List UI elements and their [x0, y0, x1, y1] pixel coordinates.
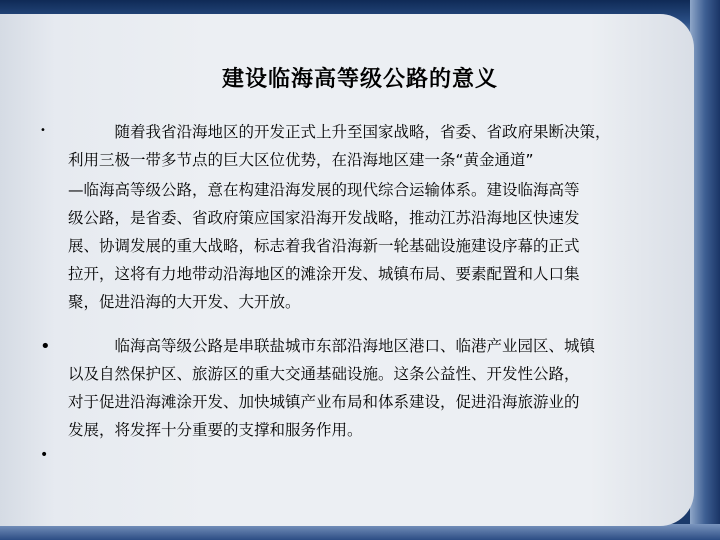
- paragraph-line: 临海高等级公路是串联盐城市东部沿海地区港口、临港产业园区、城镇: [68, 337, 596, 355]
- paragraph-line: 聚，促进沿海的大开发、大开放。: [68, 293, 301, 311]
- paragraph-line: 利用三极一带多节点的巨大区位优势，在沿海地区建一条“黄金通道”: [68, 151, 534, 169]
- paragraph-2: [68, 176, 580, 316]
- paragraph-line: 级公路，是省委、省政府策应国家沿海开发战略，推动江苏沿海地区快速发: [68, 209, 580, 227]
- bullet-marker: •: [40, 336, 51, 357]
- paragraph-line: 发展，将发挥十分重要的支撑和服务作用。: [68, 421, 363, 439]
- paragraph-line: 以及自然保护区、旅游区的重大交通基础设施。这条公益性、开发性公路，: [68, 365, 580, 383]
- slide-frame-bottom: [0, 524, 720, 540]
- paragraph-line: 随着我省沿海地区的开发正式上升至国家战略，省委、省政府果断决策，: [68, 123, 611, 141]
- paragraph-1: [68, 118, 611, 174]
- paragraph-line: 拉开，这将有力地带动沿海地区的滩涂开发、城镇布局、要素配置和人口集: [68, 265, 580, 283]
- paragraph-line: 展、协调发展的重大战略，标志着我省沿海新一轮基础设施建设序幕的正式: [68, 237, 580, 255]
- bullet-marker: •: [40, 125, 46, 136]
- bullet-marker: •: [40, 447, 49, 463]
- paragraph-3: [68, 332, 595, 444]
- paragraph-line: 对于促进沿海滩涂开发、加快城镇产业布局和体系建设，促进沿海旅游业的: [68, 393, 580, 411]
- paragraph-line: —临海高等级公路，意在构建沿海发展的现代综合运输体系。建设临海高等: [68, 181, 580, 199]
- slide-title: 建设临海高等级公路的意义: [221, 67, 498, 92]
